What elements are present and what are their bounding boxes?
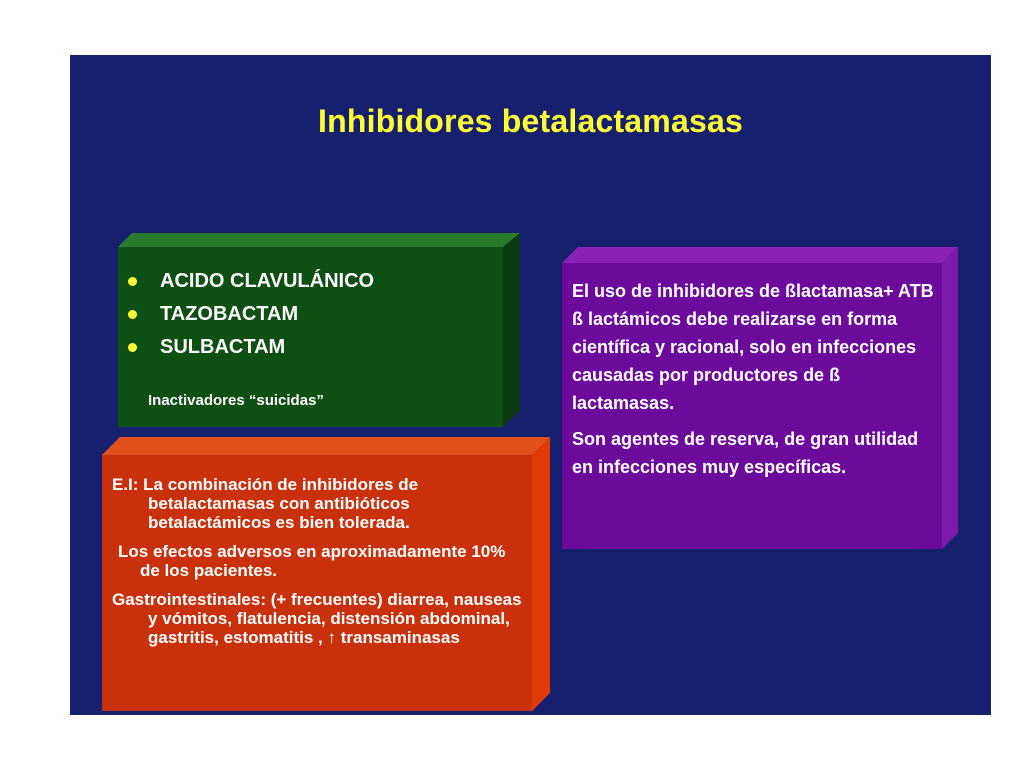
agent-name: ACIDO CLAVULÁNICO (160, 270, 375, 292)
adverse-effects-box-side (532, 437, 550, 711)
adverse-effects-paragraph: Los efectos adversos en aproximadamente 10% de los pacientes. (118, 542, 506, 580)
bullet-icon (128, 310, 137, 319)
list-item (128, 265, 503, 298)
bullet-icon (128, 277, 137, 286)
list-item (128, 298, 503, 331)
usage-paragraph: El uso de inhibidores de ßlactamasa+ ATB ß lactámicos debe realizarse en forma científica y racional, solo en infecciones causadas por productores de ß lactamasas. (572, 281, 934, 413)
tolerance-paragraph: E.I: La combinación de inhibidores de betalactamasas con antibióticos betalactámicos es bien tolerada. (112, 475, 419, 532)
agents-box-side (503, 233, 520, 427)
adverse-effects-box (102, 437, 550, 711)
list-item (128, 331, 503, 364)
agents-note: Inactivadores “suicidas” (148, 392, 324, 409)
gastrointestinal-paragraph: Gastrointestinales: (+ frecuentes) diarrea, nauseas y vómitos, flatulencia, distensión abdominal, gastritis, estomatitis , ↑ transaminasas (112, 590, 522, 647)
agents-box (118, 233, 520, 427)
agent-name: SULBACTAM (160, 336, 286, 358)
agent-name: TAZOBACTAM (160, 303, 299, 325)
agents-list (128, 265, 503, 364)
usage-box (562, 247, 958, 549)
usage-box-side (942, 247, 958, 549)
slide (70, 55, 991, 715)
slide-title: Inhibidores betalactamasas (318, 103, 743, 139)
agents-box-top (118, 233, 520, 247)
usage-box-front (562, 263, 942, 549)
usage-box-top (562, 247, 958, 263)
adverse-effects-box-front (102, 455, 532, 711)
reserve-paragraph: Son agentes de reserva, de gran utilidad en infecciones muy específicas. (572, 429, 919, 477)
adverse-effects-box-top (102, 437, 550, 455)
agents-box-front (118, 247, 503, 427)
bullet-icon (128, 343, 137, 352)
